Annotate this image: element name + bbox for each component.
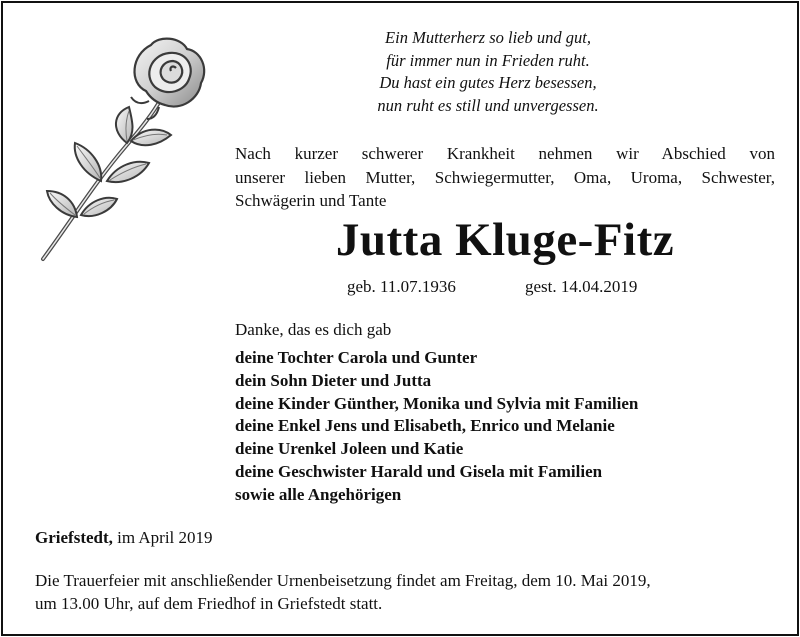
poem-line: für immer nun in Frieden ruht. — [386, 50, 590, 70]
funeral-line: um 13.00 Uhr, auf dem Friedhof in Griefstedt statt. — [35, 593, 383, 613]
place-and-date — [35, 527, 213, 549]
rose-icon — [31, 31, 221, 266]
death-date: gest. 14.04.2019 — [525, 277, 638, 296]
poem-line: Ein Mutterherz so lieb und gut, — [385, 28, 591, 47]
thanks-line: Danke, das es dich gab — [235, 320, 392, 339]
poem-line: nun ruht es still und unvergessen. — [377, 95, 599, 115]
birth-date: geb. 11.07.1936 — [347, 277, 456, 296]
intro-line: unserer lieben Mutter, Schwiegermutter, Oma, Uroma, Schwester, — [235, 167, 775, 187]
farewell-intro — [235, 142, 775, 213]
mourner-line: dein Sohn Dieter und Jutta — [235, 370, 432, 390]
mourner-line: deine Tochter Carola und Gunter — [235, 348, 478, 367]
funeral-details — [35, 570, 651, 615]
place-town: Griefstedt, — [35, 528, 113, 547]
mourner-line: sowie alle Angehörigen — [235, 484, 402, 504]
mourners-list — [235, 347, 638, 507]
place-date: im April 2019 — [117, 528, 213, 547]
memorial-poem — [303, 27, 673, 117]
mourner-line: deine Geschwister Harald und Gisela mit Familien — [235, 461, 603, 481]
intro-line: Schwägerin und Tante — [235, 191, 387, 210]
obituary-notice — [1, 1, 799, 636]
poem-line: Du hast ein gutes Herz besessen, — [379, 73, 597, 92]
deceased-name: Jutta Kluge-Fitz — [335, 214, 675, 266]
intro-line: Nach kurzer schwerer Krankheit nehmen wir Abschied von — [235, 144, 775, 163]
mourner-line: deine Urenkel Joleen und Katie — [235, 439, 464, 459]
mourner-line: deine Enkel Jens und Elisabeth, Enrico und Melanie — [235, 416, 615, 436]
funeral-line: Die Trauerfeier mit anschließender Urnenbeisetzung findet am Freitag, dem 10. Mai 2019, — [35, 571, 651, 590]
mourner-line: deine Kinder Günther, Monika und Sylvia mit Familien — [235, 393, 639, 413]
